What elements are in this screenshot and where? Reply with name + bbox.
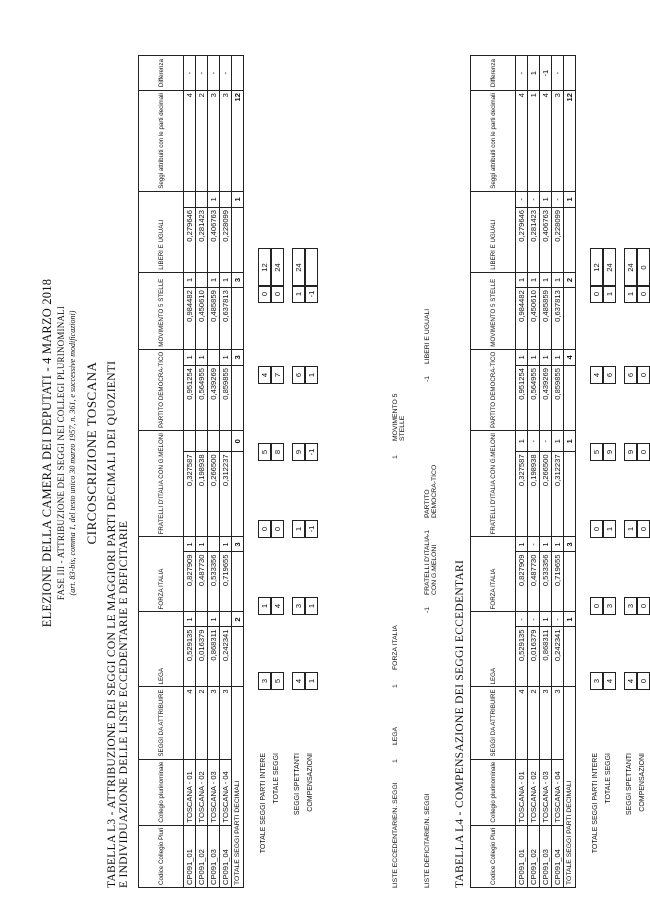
leu-seat-cell: - <box>516 191 528 207</box>
list-item-party: PARTITO DEMOCRA-TICO <box>424 464 438 518</box>
pd-seat-cell <box>208 349 220 365</box>
fi-quotient-cell: 0,719655 <box>220 552 232 612</box>
attribuiti-cell: 3 <box>220 91 232 192</box>
pd-total-spacer <box>232 366 244 431</box>
attribuiti-cell: 4 <box>516 91 528 192</box>
fi-quotient-cell: 0,487730 <box>528 552 540 612</box>
leu-summary-cell: -1 <box>305 285 318 303</box>
list-item-party: LIBERI E UGUALI <box>424 308 431 364</box>
total-decimals-row <box>564 56 576 888</box>
fi-quotient-cell: 0,827909 <box>184 552 196 612</box>
attribuiti-cell: 3 <box>552 91 564 192</box>
total-decimals-label: TOTALE SEGGI PARTI DECIMALI <box>564 687 576 888</box>
lega-quotient-cell: 0,868311 <box>540 627 552 687</box>
lega-quotient-cell: 0,242341 <box>552 627 564 687</box>
leu-quotient-cell: 0,406763 <box>540 208 552 273</box>
table-row <box>196 56 208 888</box>
seggi-cell: 3 <box>220 687 232 759</box>
lega-summary-cell: 4 <box>603 672 616 690</box>
table-row <box>552 56 564 888</box>
col-lega: LEGA <box>471 612 516 687</box>
leu-seat-cell <box>184 191 196 207</box>
fdi-total-cell: 1 <box>564 431 576 452</box>
attribuiti-summary-cell: 24 <box>271 248 284 287</box>
leu-quotient-cell: 0,279646 <box>516 208 528 273</box>
pd-total-cell: 3 <box>232 349 244 365</box>
summary-label: TOTALE SEGGI <box>605 753 612 804</box>
leu-total-spacer <box>232 208 244 273</box>
pd-seat-cell: 1 <box>528 349 540 365</box>
m5s-seat-cell: 1 <box>208 272 220 287</box>
differenza-total-spacer <box>232 56 244 91</box>
fdi-summary-cell: 1 <box>292 520 305 538</box>
list-item-party: LEGA <box>392 726 399 745</box>
lega-total-spacer <box>564 627 576 687</box>
differenza-cell: - <box>552 56 564 91</box>
summary-label: TOTALE SEGGI PARTI INTERE <box>260 753 267 854</box>
attribuiti-summary-cell: 24 <box>292 248 305 287</box>
col-leu: LIBERI E UGUALI <box>471 191 516 272</box>
m5s-summary-cell: 6 <box>603 366 616 384</box>
fdi-seat-cell <box>208 431 220 452</box>
pd-summary-cell: 0 <box>637 443 650 461</box>
differenza-total-spacer <box>564 56 576 91</box>
m5s-seat-cell: 1 <box>552 272 564 287</box>
m5s-total-spacer <box>232 288 244 350</box>
lega-summary-cell: 3 <box>258 672 271 690</box>
m5s-seat-cell: 1 <box>184 272 196 287</box>
codice-cell: CP091_01 <box>184 825 196 887</box>
fi-summary-cell: 3 <box>624 597 637 615</box>
m5s-quotient-cell: 0,450610 <box>196 288 208 350</box>
fdi-quotient-cell: 0,266500 <box>208 452 220 537</box>
collegio-cell: TOSCANA - 02 <box>196 759 208 825</box>
codice-cell: CP091_01 <box>516 825 528 887</box>
list-item-count: -1 <box>424 529 431 536</box>
attribuiti-cell: 4 <box>184 91 196 192</box>
circoscrizione-title: CIRCOSCRIZIONE TOSCANA <box>84 361 99 545</box>
lega-quotient-cell: 0,529135 <box>516 627 528 687</box>
m5s-quotient-cell: 0,485859 <box>208 288 220 350</box>
m5s-summary-cell: 4 <box>590 366 603 384</box>
m5s-summary-cell: 0 <box>637 366 650 384</box>
fi-seat-cell: 1 <box>220 537 232 552</box>
fi-summary-cell: 3 <box>603 597 616 615</box>
fi-summary-cell: 4 <box>271 597 284 615</box>
fi-quotient-cell: 0,533356 <box>208 552 220 612</box>
fi-quotient-cell: 0,533356 <box>540 552 552 612</box>
fdi-summary-cell: 0 <box>637 520 650 538</box>
fi-seat-cell: 1 <box>552 537 564 552</box>
fdi-summary-cell: 0 <box>271 520 284 538</box>
m5s-summary-cell: 4 <box>258 366 271 384</box>
col-attribuiti: Seggi attribuiti con le parti decimali <box>471 91 516 192</box>
seggi-cell: 2 <box>528 687 540 759</box>
fi-summary-cell: 1 <box>305 597 318 615</box>
fi-summary-cell: 0 <box>637 597 650 615</box>
collegio-cell: TOSCANA - 04 <box>220 759 232 825</box>
collegio-cell: TOSCANA - 03 <box>540 759 552 825</box>
pd-summary-cell: 9 <box>603 443 616 461</box>
table-row <box>516 56 528 888</box>
seggi-cell: 3 <box>208 687 220 759</box>
fi-quotient-cell: 0,719655 <box>552 552 564 612</box>
fi-total-spacer <box>232 552 244 612</box>
pd-summary-cell: 9 <box>624 443 637 461</box>
m5s-total-cell: 3 <box>232 272 244 287</box>
attribuiti-summary-cell: 12 <box>258 248 271 287</box>
differenza-cell: - <box>220 56 232 91</box>
col-collegio: Collegio plurinominale <box>139 759 184 825</box>
seggi-cell: 3 <box>540 687 552 759</box>
attribuiti-summary-cell: 0 <box>637 248 650 287</box>
pd-quotient-cell: 0,859855 <box>552 366 564 431</box>
codice-cell: CP091_02 <box>528 825 540 887</box>
pd-summary-cell: 5 <box>590 443 603 461</box>
summary-label: TOTALE SEGGI <box>273 753 280 804</box>
pd-seat-cell: 1 <box>516 349 528 365</box>
leu-summary-cell: 0 <box>258 285 271 303</box>
leu-total-cell: 1 <box>232 191 244 207</box>
pd-total-spacer <box>564 366 576 431</box>
seggi-cell: 3 <box>552 687 564 759</box>
attribuiti-summary-cell: 24 <box>624 248 637 287</box>
eccedentarie-label: LISTE ECCEDENTARIE/N. SEGGI <box>392 782 399 888</box>
lega-seat-cell: 1 <box>184 612 196 627</box>
fdi-seat-cell <box>184 431 196 452</box>
col-pd: PARTITO DEMOCRA-TICO <box>471 349 516 430</box>
lega-summary-cell: 1 <box>305 672 318 690</box>
m5s-seat-cell: 1 <box>516 272 528 287</box>
fi-seat-cell: 1 <box>540 537 552 552</box>
leu-quotient-cell: 0,228099 <box>552 208 564 273</box>
fi-seat-cell: 1 <box>516 537 528 552</box>
doc-title: ELEZIONE DELLA CAMERA DEI DEPUTATI - 4 MARZO 2018 <box>40 278 54 628</box>
collegio-cell: TOSCANA - 03 <box>208 759 220 825</box>
fdi-quotient-cell: 0,312237 <box>220 452 232 537</box>
fdi-seat-cell: - <box>528 431 540 452</box>
differenza-cell: -1 <box>540 56 552 91</box>
m5s-seat-cell: 1 <box>220 272 232 287</box>
lega-seat-cell: 1 <box>540 612 552 627</box>
leu-seat-cell <box>196 191 208 207</box>
m5s-summary-cell: 1 <box>305 366 318 384</box>
lega-quotient-cell: 0,016379 <box>528 627 540 687</box>
differenza-cell: 1 <box>528 56 540 91</box>
m5s-quotient-cell: 0,450610 <box>528 288 540 350</box>
leu-total-spacer <box>564 208 576 273</box>
leu-quotient-cell: 0,406763 <box>208 208 220 273</box>
lega-summary-cell: 3 <box>590 672 603 690</box>
fdi-quotient-cell: 0,198938 <box>528 452 540 537</box>
total-decimals-label: TOTALE SEGGI PARTI DECIMALI <box>232 687 244 888</box>
codice-cell: CP091_04 <box>552 825 564 887</box>
lega-seat-cell <box>220 612 232 627</box>
table-l4 <box>470 55 576 888</box>
m5s-quotient-cell: 0,984482 <box>516 288 528 350</box>
m5s-quotient-cell: 0,637813 <box>552 288 564 350</box>
fdi-summary-cell: -1 <box>305 520 318 538</box>
codice-cell: CP091_02 <box>196 825 208 887</box>
m5s-total-spacer <box>564 288 576 350</box>
col-lega: LEGA <box>139 612 184 687</box>
list-item-count: -1 <box>424 606 431 613</box>
seggi-cell: 4 <box>184 687 196 759</box>
fdi-quotient-cell: 0,312237 <box>552 452 564 537</box>
attribuiti-cell: 3 <box>208 91 220 192</box>
col-forza-italia: FORZA ITALIA <box>139 537 184 612</box>
lega-summary-cell: 5 <box>271 672 284 690</box>
leu-total-cell: 1 <box>564 191 576 207</box>
leu-quotient-cell: 0,228099 <box>220 208 232 273</box>
attribuiti-cell: 2 <box>196 91 208 192</box>
col-codice: Codice Collegio Pluri <box>139 825 184 887</box>
m5s-seat-cell <box>196 272 208 287</box>
differenza-cell: - <box>184 56 196 91</box>
col-seggi: SEGGI DA ATTRIBUIRE <box>139 687 184 759</box>
attribuiti-cell: 1 <box>528 91 540 192</box>
seggi-cell: 2 <box>196 687 208 759</box>
fi-seat-cell: - <box>528 537 540 552</box>
leu-quotient-cell: 0,281423 <box>196 208 208 273</box>
leu-seat-cell <box>220 191 232 207</box>
col-seggi: SEGGI DA ATTRIBUIRE <box>471 687 516 759</box>
fdi-summary-cell: 1 <box>603 520 616 538</box>
leu-seat-cell: 1 <box>208 191 220 207</box>
fi-summary-cell: 3 <box>292 597 305 615</box>
collegio-cell: TOSCANA - 01 <box>184 759 196 825</box>
lega-seat-cell: - <box>552 612 564 627</box>
codice-cell: CP091_03 <box>540 825 552 887</box>
attribuiti-summary-cell: 12 <box>590 248 603 287</box>
leu-summary-cell: 1 <box>624 285 637 303</box>
lega-summary-cell: 0 <box>637 672 650 690</box>
m5s-seat-cell: 1 <box>528 272 540 287</box>
m5s-seat-cell: 1 <box>540 272 552 287</box>
leu-summary-cell: 0 <box>637 285 650 303</box>
fdi-summary-cell: 1 <box>624 520 637 538</box>
lega-seat-cell <box>196 612 208 627</box>
col-differenza: Differenza <box>471 56 516 91</box>
table-row <box>208 56 220 888</box>
col-differenza: Differenza <box>139 56 184 91</box>
lega-quotient-cell: 0,016379 <box>196 627 208 687</box>
fi-quotient-cell: 0,487730 <box>196 552 208 612</box>
leu-quotient-cell: 0,279646 <box>184 208 196 273</box>
collegio-cell: TOSCANA - 02 <box>528 759 540 825</box>
fi-total-cell: 3 <box>232 537 244 552</box>
pd-seat-cell: 1 <box>552 349 564 365</box>
pd-summary-cell: 8 <box>271 443 284 461</box>
pd-summary-cell: 9 <box>292 443 305 461</box>
deficitarie-label: LISTE DEFICITARIE/N. SEGGI <box>424 793 431 888</box>
pd-seat-cell: 1 <box>220 349 232 365</box>
pd-quotient-cell: 0,564955 <box>528 366 540 431</box>
leu-summary-cell: 0 <box>271 285 284 303</box>
leu-seat-cell: 1 <box>540 191 552 207</box>
pd-quotient-cell: 0,951254 <box>516 366 528 431</box>
table-l3 <box>138 55 244 888</box>
lega-total-spacer <box>232 627 244 687</box>
pd-summary-cell: 5 <box>258 443 271 461</box>
differenza-cell: - <box>516 56 528 91</box>
list-item-party: MOVIMENTO 5 STELLE <box>392 393 406 441</box>
fdi-summary-cell: 0 <box>590 520 603 538</box>
lega-summary-cell: 4 <box>292 672 305 690</box>
lega-quotient-cell: 0,529135 <box>184 627 196 687</box>
col-m5s: MOVIMENTO 5 STELLE <box>471 272 516 349</box>
fdi-quotient-cell: 0,266500 <box>540 452 552 537</box>
lega-seat-cell: 1 <box>208 612 220 627</box>
fi-quotient-cell: 0,827909 <box>516 552 528 612</box>
attribuiti-summary-cell: 24 <box>603 248 616 287</box>
m5s-summary-cell: 7 <box>271 366 284 384</box>
leu-summary-cell: 0 <box>590 285 603 303</box>
pd-quotient-cell: 0,439269 <box>540 366 552 431</box>
fdi-seat-cell <box>220 431 232 452</box>
differenza-cell: - <box>208 56 220 91</box>
table-row <box>184 56 196 888</box>
doc-subtitle: FASE III - ATTRIBUZIONE DEI SEGGI NEI COLLEGI PLURINOMINALI <box>56 305 66 601</box>
table-header-row <box>139 56 184 888</box>
leu-seat-cell: - <box>552 191 564 207</box>
table-row <box>528 56 540 888</box>
pd-seat-cell: 1 <box>196 349 208 365</box>
col-attribuiti: Seggi attribuiti con le parti decimali <box>139 91 184 192</box>
fdi-seat-cell <box>196 431 208 452</box>
pd-summary-cell: -1 <box>305 443 318 461</box>
lega-total-cell: 1 <box>564 612 576 627</box>
pd-quotient-cell: 0,564955 <box>196 366 208 431</box>
col-fdi: FRATELLI D'ITALIA CON G.MELONI <box>139 431 184 537</box>
seggi-cell: 4 <box>516 687 528 759</box>
col-collegio: Collegio plurinominale <box>471 759 516 825</box>
m5s-quotient-cell: 0,485859 <box>540 288 552 350</box>
summary-label: TOTALE SEGGI PARTI INTERE <box>592 753 599 854</box>
lega-seat-cell: - <box>516 612 528 627</box>
pd-seat-cell: 1 <box>540 349 552 365</box>
attribuiti-total-cell: 12 <box>232 91 244 192</box>
col-forza-italia: FORZA ITALIA <box>471 537 516 612</box>
fdi-total-spacer <box>232 452 244 537</box>
fdi-total-cell: 0 <box>232 431 244 452</box>
doc-legal-ref: (art. 83-bis, comma 1, del testo unico 30 marzo 1957, n. 361, e successive modificazioni) <box>68 310 77 596</box>
fdi-quotient-cell: 0,198938 <box>196 452 208 537</box>
list-item-count: 1 <box>392 455 399 459</box>
codice-cell: CP091_04 <box>220 825 232 887</box>
list-item-count: -1 <box>424 375 431 382</box>
fdi-seat-cell: 1 <box>552 431 564 452</box>
list-item-count: 1 <box>392 684 399 688</box>
lega-summary-cell: 4 <box>624 672 637 690</box>
fdi-summary-cell: 0 <box>258 520 271 538</box>
col-m5s: MOVIMENTO 5 STELLE <box>139 272 184 349</box>
lega-quotient-cell: 0,242341 <box>220 627 232 687</box>
leu-seat-cell: - <box>528 191 540 207</box>
attribuiti-total-cell: 12 <box>564 91 576 192</box>
list-item-party: FRATELLI D'ITALIA CON G.MELONI <box>424 535 438 595</box>
col-leu: LIBERI E UGUALI <box>139 191 184 272</box>
fi-seat-cell <box>208 537 220 552</box>
fi-summary-cell: 1 <box>258 597 271 615</box>
fdi-seat-cell: - <box>540 431 552 452</box>
summary-label: SEGGI SPETTANTI <box>294 753 301 816</box>
summary-label: SEGGI SPETTANTI <box>626 753 633 816</box>
table-l4-title <box>454 560 466 888</box>
attribuiti-summary-cell <box>305 248 318 287</box>
m5s-total-cell: 2 <box>564 272 576 287</box>
differenza-cell: - <box>196 56 208 91</box>
table-header-row <box>471 56 516 888</box>
pd-quotient-cell: 0,439269 <box>208 366 220 431</box>
fi-summary-cell: 0 <box>590 597 603 615</box>
collegio-cell: TOSCANA - 04 <box>552 759 564 825</box>
table-l4-title-line: TABELLA L4 - COMPENSAZIONE DEI SEGGI ECCEDENTARI <box>454 559 466 888</box>
fi-total-cell: 3 <box>564 537 576 552</box>
col-pd: PARTITO DEMOCRA-TICO <box>139 349 184 430</box>
lega-total-cell: 2 <box>232 612 244 627</box>
fi-total-spacer <box>564 552 576 612</box>
lega-quotient-cell: 0,868311 <box>208 627 220 687</box>
pd-quotient-cell: 0,859855 <box>220 366 232 431</box>
table-l3-title-line1: TABELLA L3 - ATTRIBUZIONE DEI SEGGI CON LE MAGGIORI PARTI DECIMALI DEI QUOZIENTI <box>106 360 118 888</box>
fdi-quotient-cell: 0,327587 <box>184 452 196 537</box>
m5s-quotient-cell: 0,637813 <box>220 288 232 350</box>
summary-label: COMPENSAZIONI <box>307 753 314 812</box>
leu-summary-cell: 1 <box>292 285 305 303</box>
table-l3-title-line2: E INDIVIDUAZIONE DELLE LISTE ECCEDENTARIE E DEFICITARIE <box>118 520 130 888</box>
pd-total-cell: 4 <box>564 349 576 365</box>
collegio-cell: TOSCANA - 01 <box>516 759 528 825</box>
fdi-total-spacer <box>564 452 576 537</box>
leu-summary-cell: 1 <box>603 285 616 303</box>
summary-label: COMPENSAZIONI <box>639 753 646 812</box>
fi-seat-cell: 1 <box>196 537 208 552</box>
fdi-quotient-cell: 0,327587 <box>516 452 528 537</box>
col-fdi: FRATELLI D'ITALIA CON G.MELONI <box>471 431 516 537</box>
pd-seat-cell: 1 <box>184 349 196 365</box>
m5s-quotient-cell: 0,984482 <box>184 288 196 350</box>
pd-quotient-cell: 0,951254 <box>184 366 196 431</box>
col-codice: Codice Collegio Pluri <box>471 825 516 887</box>
table-row <box>220 56 232 888</box>
list-item-party: FORZA ITALIA <box>392 625 399 670</box>
list-item-count: 1 <box>392 759 399 763</box>
total-decimals-row <box>232 56 244 888</box>
table-l3-title <box>106 361 130 888</box>
m5s-summary-cell: 6 <box>292 366 305 384</box>
m5s-summary-cell: 6 <box>624 366 637 384</box>
lega-seat-cell: - <box>528 612 540 627</box>
table-row <box>540 56 552 888</box>
attribuiti-cell: 4 <box>540 91 552 192</box>
fdi-seat-cell: 1 <box>516 431 528 452</box>
codice-cell: CP091_03 <box>208 825 220 887</box>
leu-quotient-cell: 0,281423 <box>528 208 540 273</box>
fi-seat-cell: 1 <box>184 537 196 552</box>
